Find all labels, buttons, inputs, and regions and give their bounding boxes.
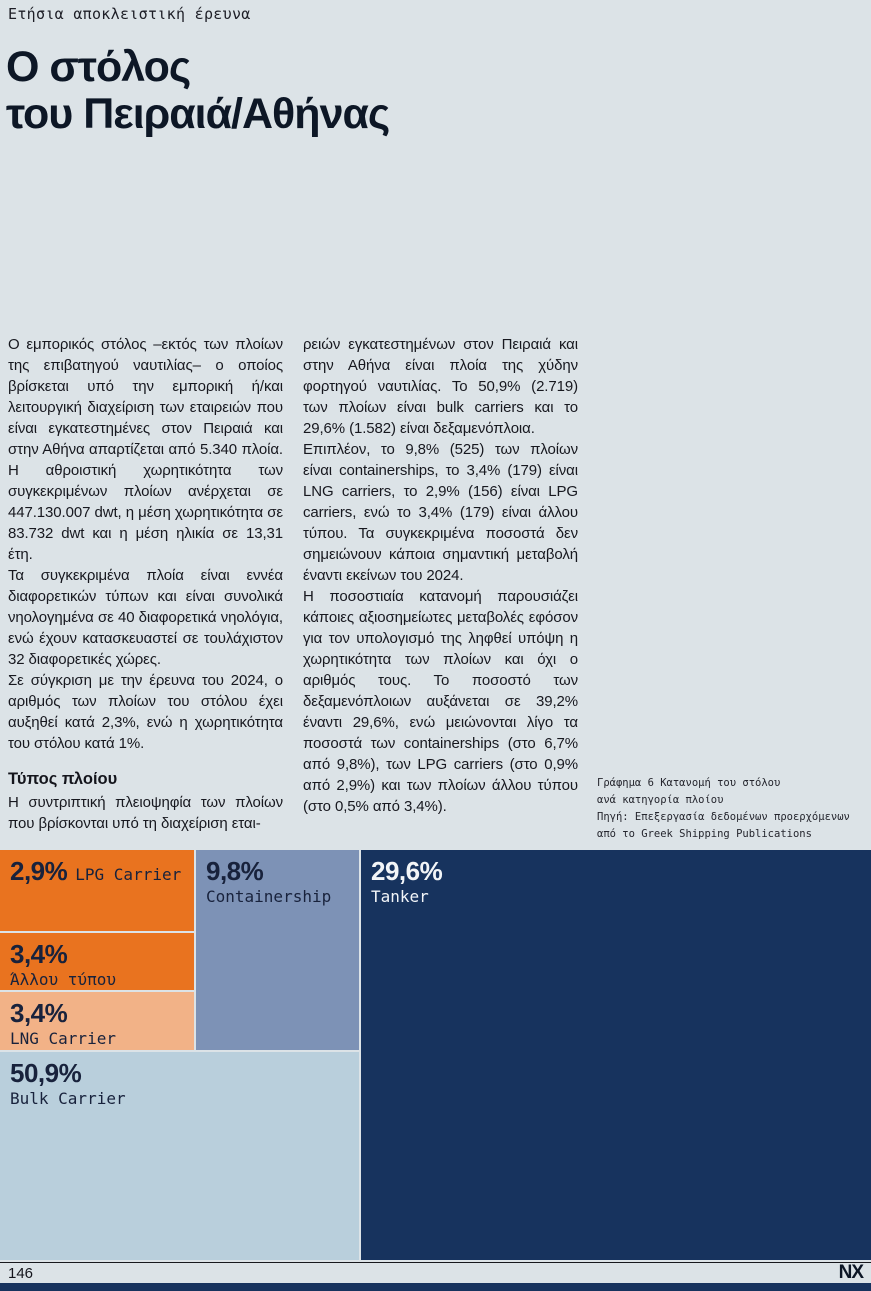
paragraph: Ο εμπορικός στόλος –εκτός των πλοίων της επιβατηγού ναυτιλίας– ο οποίος βρίσκεται υπό την εμπορική ή/και λειτουργική διαχείριση των εταιρειών που είναι εγκατεστημένες στον Πειραιά και στην Αθήνα απαρτίζεται από 5.340 πλοία. Η αθροιστική χωρητικότητα των συγκεκριμένων πλοίων ανέρχεται σε 447.130.007 dwt, η μέση χωρητικότητα σε 83.732 dwt και η μέση ηλικία σε 13,31 έτη. [8, 336, 283, 563]
treemap-block-bulk-carrier [0, 1052, 359, 1260]
figure-caption-source-line2: από το Greek Shipping Publications [597, 828, 812, 840]
segment-label: Bulk Carrier [10, 1089, 126, 1108]
segment-value: 29,6% [371, 856, 443, 886]
segment-label: Άλλου τύπου [10, 970, 116, 989]
page-footer [0, 1262, 871, 1283]
bottom-accent-bar [0, 1283, 871, 1291]
treemap-block-lpg-carrier [0, 850, 194, 931]
paragraph: Η ποσοστιαία κατανομή παρουσιάζει κάποιες αξιοσημείωτες μεταβολές εφόσον για τον υπολογισμό της ληφθεί υπόψη η χωρητικότητα των πλοίων και όχι ο αριθμός τους. Το ποσοστό των δεξαμενόπλοιων αυξάνεται σε 39,2% έναντι 29,6%, ενώ μειώνονται λίγο τα ποσοστά των containerships (στο 6,7% από 9,8%), των LPG carriers (στο 0,9% από 2,9%) και των πλοίων άλλου τύπου (στο 0,5% από 3,4%). [303, 588, 578, 815]
segment-value: 9,8% [206, 856, 264, 886]
page-title-line2: του Πειραιά/Αθήνας [6, 90, 390, 138]
segment-value: 3,4% [10, 939, 68, 969]
segment-label: LNG Carrier [10, 1029, 116, 1048]
segment-value: 50,9% [10, 1058, 82, 1088]
paragraph: Η συντριπτική πλειοψηφία των πλοίων που βρίσκονται υπό τη διαχείριση εται- [8, 794, 283, 832]
treemap-block-containership [196, 850, 359, 1050]
publisher-logo: NX [838, 1262, 863, 1283]
page-title-line1: Ο στόλος [6, 43, 191, 91]
segment-label: LPG Carrier [75, 865, 182, 884]
article-column-left [8, 334, 283, 834]
segment-label: Containership [206, 887, 332, 906]
figure-caption [597, 775, 865, 843]
page-title [6, 44, 389, 138]
segment-value: 3,4% [10, 998, 68, 1028]
paragraph: Σε σύγκριση με την έρευνα του 2024, ο αριθμός των πλοίων του στόλου έχει αυξηθεί κατά 2,3%, ενώ η χωρητικότητα του στόλου κατά 1%. [8, 672, 283, 752]
paragraph: ρειών εγκατεστημένων στον Πειραιά και στην Αθήνα είναι πλοία της χύδην φορτηγού ναυτιλίας. Το 50,9% (2.719) των πλοίων είναι bulk carriers και το 29,6% (1.582) είναι δεξαμενόπλοια. [303, 336, 578, 437]
figure-caption-title-line2: ανά κατηγορία πλοίου [597, 794, 724, 806]
paragraph: Τα συγκεκριμένα πλοία είναι εννέα διαφορετικών τύπων και είναι συνολικά νηολογημένα σε 40 διαφορετικά νηολόγια, ενώ έχουν κατασκευαστεί σε τουλάχιστον 32 διαφορετικές χώρες. [8, 567, 283, 668]
treemap-block-tanker [361, 850, 871, 1260]
figure-caption-source-line1: Πηγή: Επεξεργασία δεδομένων προερχόμενων [597, 811, 850, 823]
segment-label: Tanker [371, 887, 429, 906]
segment-value: 2,9% [10, 856, 68, 886]
treemap-block-other-type [0, 933, 194, 990]
treemap-block-lng-carrier [0, 992, 194, 1050]
fleet-treemap-chart [0, 850, 871, 1262]
eyebrow-label: Ετήσια αποκλειστική έρευνα [8, 5, 251, 23]
article-column-right [303, 334, 578, 834]
figure-caption-title-line1: Γράφημα 6 Κατανομή του στόλου [597, 777, 781, 789]
section-subheading: Τύπος πλοίου [8, 770, 118, 788]
paragraph: Επιπλέον, το 9,8% (525) των πλοίων είναι containerships, το 3,4% (179) είναι LNG carriers, το 2,9% (156) είναι LPG carriers, ενώ το 3,4% (179) είναι άλλου τύπου. Τα συγκεκριμένα ποσοστά δεν σημειώνουν κάποια σημαντική μεταβολή έναντι εκείνων του 2024. [303, 441, 578, 584]
article-body [8, 334, 578, 834]
page-number: 146 [8, 1264, 34, 1282]
